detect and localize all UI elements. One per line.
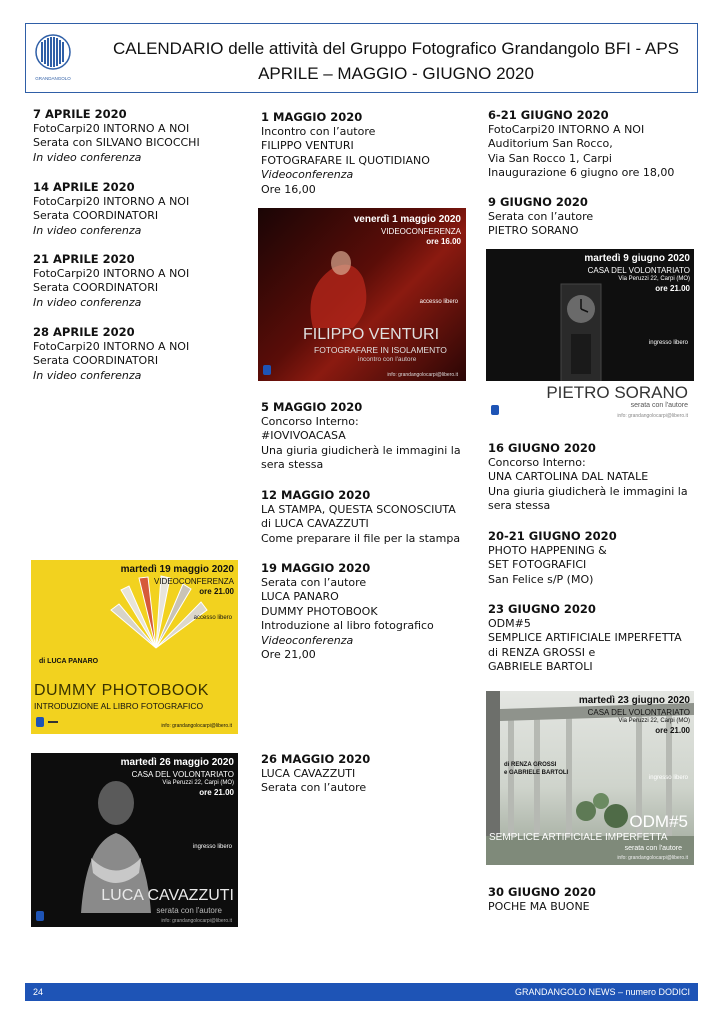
poster-place: CASA DEL VOLONTARIATO (587, 708, 690, 717)
poster-address: Via Peruzzi 22, Carpi (MO) (618, 276, 690, 282)
poster-subtitle: serata con l'autore (624, 845, 682, 852)
event-19-may (261, 561, 434, 663)
page-subtitle: APRILE – MAGGIO - GIUGNO 2020 (258, 64, 534, 83)
event-date: 12 MAGGIO 2020 (261, 488, 371, 502)
event-date: 6-21 GIUGNO 2020 (488, 108, 609, 122)
event-line: POCHE MA BUONE (488, 899, 590, 913)
poster-subtitle: serata con l'autore (156, 906, 222, 915)
event-line: Serata con l’autore (488, 209, 594, 223)
event-line: di RENZA GROSSI e (488, 645, 596, 659)
poster-date: martedì 23 giugno 2020 (578, 695, 690, 706)
event-line: Una giuria giudicherà le immagini la (261, 443, 461, 457)
poster-date: venerdì 1 maggio 2020 (353, 214, 461, 225)
event-line: PHOTO HAPPENING & (488, 543, 607, 557)
poster-logo-icon (491, 405, 499, 415)
event-date: 26 MAGGIO 2020 (261, 752, 371, 766)
event-9-june (488, 195, 593, 239)
magazine-issue: GRANDANGOLO NEWS – numero DODICI (514, 987, 690, 997)
poster-info: info: grandangolocarpi@libero.it (161, 723, 232, 729)
event-5-may (261, 400, 461, 473)
event-line: Concorso Interno: (488, 455, 586, 469)
poster-date: martedì 9 giugno 2020 (584, 253, 690, 264)
poster-subtitle: INTRODUZIONE AL LIBRO FOTOGRAFICO (34, 701, 204, 711)
poster-info: info: grandangolocarpi@libero.it (387, 372, 458, 378)
event-line: Auditorium San Rocco, (488, 137, 613, 150)
event-30-june (488, 885, 596, 914)
clock-photo (546, 279, 616, 389)
poster-mode: VIDEOCONFERENZA (153, 577, 234, 586)
event-note: In video conferenza (33, 223, 142, 237)
event-line: Ore 16,00 (261, 182, 316, 196)
event-date: 30 GIUGNO 2020 (488, 885, 596, 899)
poster-access: ingresso libero (648, 775, 688, 781)
poster-time: ore 21.00 (199, 788, 234, 797)
poster-subtitle: serata con l'autore (630, 402, 688, 409)
poster-logo-icon (36, 911, 44, 921)
event-date: 23 GIUGNO 2020 (488, 602, 596, 616)
poster-place: CASA DEL VOLONTARIATO (587, 266, 690, 275)
poster-info: info: grandangolocarpi@libero.it (617, 855, 688, 861)
event-20-21-june (488, 529, 617, 587)
event-line: FotoCarpi20 INTORNO A NOI (33, 121, 190, 135)
event-line: Serata COORDINATORI (33, 281, 159, 294)
event-line: Serata con l’autore (261, 781, 367, 794)
event-line: sera stessa (261, 458, 324, 471)
logo-text: GRANDANGOLO (35, 76, 71, 81)
event-line: LUCA PANARO (261, 590, 339, 603)
event-date: 21 APRILE 2020 (33, 252, 135, 266)
poster-odm5 (486, 691, 694, 865)
poster-title: SEMPLICE ARTIFICIALE IMPERFETTA (489, 832, 668, 843)
poster-date: martedì 19 maggio 2020 (120, 564, 234, 575)
event-line: FotoCarpi20 INTORNO A NOI (33, 266, 190, 280)
poster-logo-icon (263, 365, 271, 375)
event-line: #IOVIVOACASA (261, 429, 346, 442)
event-line: SET FOTOGRAFICI (488, 558, 587, 571)
event-note: In video conferenza (33, 150, 142, 164)
event-line: Introduzione al libro fotografico (261, 619, 434, 632)
event-line: PIETRO SORANO (488, 224, 579, 237)
poster-time: ore 16.00 (426, 237, 461, 246)
event-date: 16 GIUGNO 2020 (488, 441, 596, 455)
event-line: Serata con SILVANO BICOCCHI (33, 136, 200, 149)
poster-time: ore 21.00 (655, 726, 690, 735)
event-1-may (261, 110, 430, 197)
grandangolo-logo-icon (33, 28, 73, 88)
poster-name: FILIPPO VENTURI (303, 326, 440, 343)
poster-name: PIETRO SORANO (546, 383, 688, 402)
event-line: Inaugurazione 6 giugno ore 18,00 (488, 166, 675, 179)
poster-address: Via Peruzzi 22, Carpi (MO) (162, 780, 234, 786)
event-date: 5 MAGGIO 2020 (261, 400, 363, 414)
event-line: Serata con l’autore (261, 575, 367, 589)
event-line: Ore 21,00 (261, 648, 316, 661)
poster-name: DUMMY PHOTOBOOK (34, 682, 209, 699)
event-line: LUCA CAVAZZUTI (261, 766, 356, 780)
poster-access: accesso libero (419, 299, 458, 305)
event-7-april (33, 107, 200, 165)
event-16-june (488, 441, 688, 514)
poster-authors-2: e GABRIELE BARTOLI (504, 770, 569, 776)
poster-logo-icon (36, 717, 44, 727)
poster-access: ingresso libero (192, 844, 232, 850)
poster-access: ingresso libero (648, 340, 688, 346)
event-23-june (488, 602, 682, 675)
event-line: FotoCarpi20 INTORNO A NOI (488, 122, 645, 136)
page-number: 24 (33, 987, 44, 997)
event-line: di LUCA CAVAZZUTI (261, 517, 369, 530)
event-6-21-june (488, 108, 674, 181)
event-date: 14 APRILE 2020 (33, 180, 135, 194)
event-line: Come preparare il file per la stampa (261, 531, 461, 545)
event-line: FotoCarpi20 INTORNO A NOI (33, 339, 190, 353)
event-line: FILIPPO VENTURI (261, 139, 354, 152)
event-26-may (261, 752, 370, 796)
event-line: Via San Rocco 1, Carpi (488, 151, 612, 165)
figure-photo (283, 228, 393, 338)
poster-info: info: grandangolocarpi@libero.it (617, 413, 688, 419)
event-line: San Felice s/P (MO) (488, 572, 594, 586)
event-date: 20-21 GIUGNO 2020 (488, 529, 617, 543)
poster-pietro-sorano (486, 249, 694, 421)
poster-place: CASA DEL VOLONTARIATO (131, 770, 234, 779)
event-line: FotoCarpi20 INTORNO A NOI (33, 194, 190, 208)
poster-access: accesso libero (193, 615, 232, 621)
event-note: In video conferenza (33, 368, 142, 382)
event-date: 9 GIUGNO 2020 (488, 195, 588, 209)
page-title: CALENDARIO delle attività del Gruppo Fotografico Grandangolo BFI - APS (113, 39, 679, 58)
poster-date: martedì 26 maggio 2020 (120, 757, 234, 768)
event-line: SEMPLICE ARTIFICIALE IMPERFETTA (488, 631, 682, 644)
event-note: Videoconferenza (261, 633, 354, 647)
event-date: 28 APRILE 2020 (33, 325, 135, 339)
event-line: DUMMY PHOTOBOOK (261, 604, 378, 618)
poster-authors-1: di RENZA GROSSI (504, 762, 557, 768)
event-21-april (33, 252, 189, 310)
divider (48, 721, 58, 723)
event-14-april (33, 180, 189, 238)
event-line: sera stessa (488, 499, 551, 512)
poster-title: FOTOGRAFARE IN ISOLAMENTO (314, 345, 447, 355)
header (25, 23, 698, 93)
poster-address: Via Peruzzi 22, Carpi (MO) (618, 718, 690, 724)
poster-time: ore 21.00 (655, 284, 690, 293)
event-28-april (33, 325, 189, 383)
event-date: 7 APRILE 2020 (33, 107, 127, 121)
poster-time: ore 21.00 (199, 587, 234, 596)
event-line: Concorso Interno: (261, 414, 359, 428)
poster-info: info: grandangolocarpi@libero.it (161, 918, 232, 924)
event-line: ODM#5 (488, 616, 531, 630)
event-line: FOTOGRAFARE IL QUOTIDIANO (261, 153, 430, 167)
event-note: In video conferenza (33, 295, 142, 309)
event-line: Incontro con l’autore (261, 124, 376, 138)
event-12-may (261, 488, 460, 546)
poster-dummy-photobook (31, 560, 238, 734)
poster-filippo-venturi (258, 208, 466, 381)
event-note: Videoconferenza (261, 168, 354, 181)
event-line: UNA CARTOLINA DAL NATALE (488, 470, 649, 483)
poster-name: LUCA CAVAZZUTI (101, 887, 234, 904)
poster-name: ODM#5 (629, 812, 688, 831)
footer-bar (25, 983, 698, 1001)
poster-author: di LUCA PANARO (39, 658, 99, 665)
event-line: LA STAMPA, QUESTA SCONOSCIUTA (261, 502, 456, 516)
poster-mode: VIDEOCONFERENZA (380, 227, 461, 236)
event-date: 19 MAGGIO 2020 (261, 561, 371, 575)
event-line: Una giuria giudicherà le immagini la (488, 484, 688, 498)
event-line: Serata COORDINATORI (33, 209, 159, 222)
poster-subtitle: incontro con l'autore (358, 356, 417, 363)
event-line: GABRIELE BARTOLI (488, 660, 593, 673)
event-date: 1 MAGGIO 2020 (261, 110, 363, 124)
poster-luca-cavazzuti (31, 753, 238, 927)
event-line: Serata COORDINATORI (33, 354, 159, 367)
